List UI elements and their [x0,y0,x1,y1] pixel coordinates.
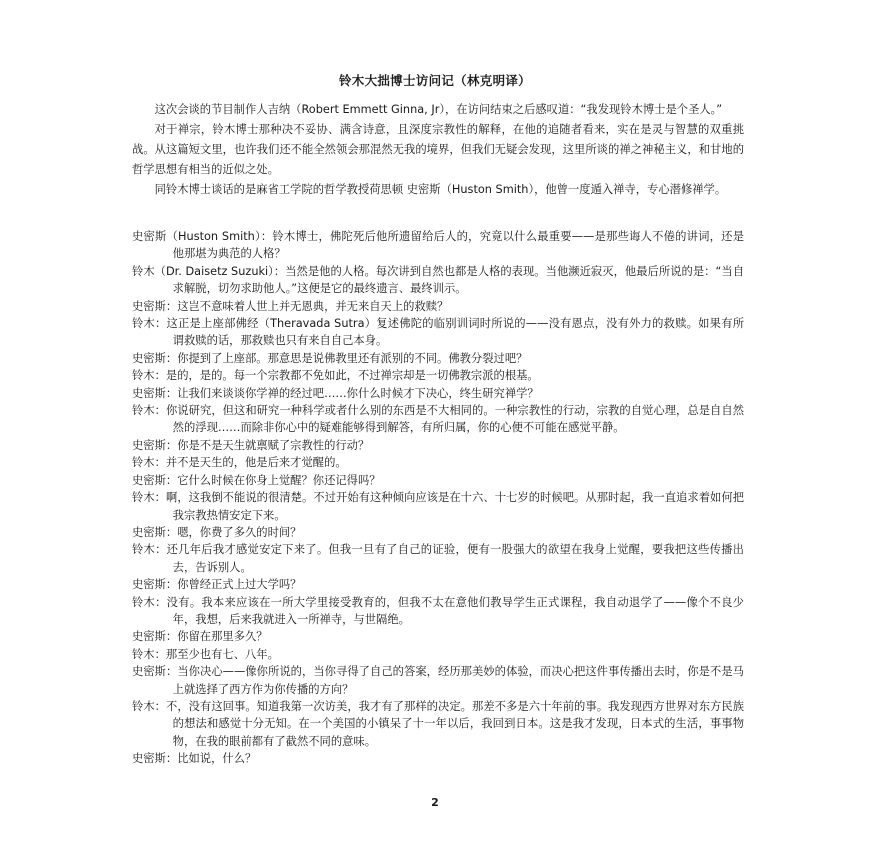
dialog-text: 并不是天生的，他是后来才觉醒的。 [165,456,347,470]
dialog-turn [132,472,744,489]
dialog-turn [132,437,744,454]
dialog-text: 还几年后我才感觉安定下来了。但我一旦有了自己的证验，便有一股强大的欲望在我身上觉醒，要我把这些传播出去，告诉别人。 [166,543,744,574]
speaker-label: 铃木： [132,699,167,713]
speaker-label: 史密斯： [132,438,178,452]
speaker-label: 史密斯： [132,525,178,539]
speaker-label: 铃木： [132,369,166,383]
dialog-text: 铃木博士，佛陀死后他所遗留给后人的，究竟以什么最重要——是那些诲人不倦的讲词，还是他那堪为典范的人格？ [172,230,744,261]
dialog-turn [132,298,744,315]
dialog-text: 当你决心——像你所说的，当你寻得了自己的答案，经历那美妙的体验，而决心把这件事传播出去时，你是不是马上就选择了西方作为你传播的方向？ [172,665,744,696]
dialog-text: 是的，是的。每一个宗教都不免如此，不过禅宗却是一切佛教宗派的根基。 [165,369,539,383]
speaker-label: 史密斯： [132,386,178,400]
speaker-label: 史密斯： [132,351,178,365]
dialog-text: 你提到了上座部。那意思是说佛教里还有派别的不同。佛教分裂过吧？ [177,351,528,365]
speaker-label: 铃木（Dr. Daisetz Suzuki）： [132,264,286,278]
speaker-label: 铃木： [132,491,167,505]
dialog-turn [132,628,744,645]
dialog-text: 当然是他的人格。每次讲到自然也都是人格的表现。当他濒近寂灭，他最后所说的是：“当自求解脱，切勿求助他人。”这便是它的最终遗言、最终训示。 [172,264,744,296]
dialog-turn [132,315,744,350]
speaker-label: 史密斯： [132,299,178,313]
dialog-text: 这岂不意味着人世上并无恩典，并无来自天上的救赎？ [177,299,449,313]
dialog-turn [132,228,744,263]
dialog-turn [132,385,744,402]
dialog-turn [132,367,744,384]
speaker-label: 铃木： [132,404,167,418]
dialog-turn [132,594,744,629]
dialog-text: 让我们来谈谈你学禅的经过吧……你什么时候才下决心，终生研究禅学？ [177,386,539,400]
dialog-turn [132,350,744,367]
dialog-text: 你是不是天生就禀赋了宗教性的行动？ [177,438,370,452]
dialog-turn [132,576,744,593]
speaker-label: 史密斯： [132,473,178,487]
page-number: 2 [431,796,439,809]
speaker-label: 史密斯： [132,665,178,679]
speaker-label: 铃木： [132,595,167,609]
speaker-label: 史密斯： [132,630,178,644]
dialog-turn [132,541,744,576]
dialog-turn [132,524,744,541]
intro-paragraph: 对于禅宗，铃木博士那种决不妥协、满含诗意，且深度宗教性的解释，在他的追随者看来，实在是灵与智慧的双重挑战。从这篇短文里，也许我们还不能全然领会那混然无我的境界，但我们无疑会发现，这里所谈的禅之神秘主义，和甘地的哲学思想有相当的近似之处。 [132,123,744,176]
dialog-turn [132,750,744,767]
dialog-text: 比如说，什么？ [177,752,257,766]
document-title: 铃木大拙博士访问记（林克明译） [338,73,531,88]
dialog-text: 你留在那里多久？ [177,630,268,644]
dialog-text: 那至少也有七、八年。 [165,647,279,661]
intro-paragraph: 同铃木博士谈话的是麻省工学院的哲学教授荷思顿 史密斯（Huston Smith），他曾一度遁入禅寺，专心潜修禅学。 [154,183,727,196]
speaker-label: 史密斯： [132,578,178,592]
speaker-label: 铃木： [132,317,167,331]
dialog-text: 你说研究，但这和研究一种科学或者什么别的东西是不大相同的。一种宗教性的行动，宗教的自觉心理，总是自自然然的浮现……而除非你心中的疑难能够得到解答，有所归属，你的心便不可能在感觉平静。 [166,404,744,435]
dialog-turn [132,663,744,698]
dialog-text: 你曾经正式上过大学吗？ [177,578,302,592]
dialog-turn [132,263,744,298]
dialog-text: 不，没有这回事。知道我第一次访美，我才有了那样的决定。那差不多是六十年前的事。我发现西方世界对东方民族的想法和感觉十分无知。在一个美国的小镇呆了十一年以后，我回到日本。这是我才发现，日本式的生活，事事物物，在我的眼前都有了截然不同的意味。 [166,699,744,748]
dialog-turn [132,646,744,663]
speaker-label: 铃木： [132,456,166,470]
dialog-turn [132,698,744,750]
dialog-text: 没有。我本来应该在一所大学里接受教育的，但我不太在意他们教导学生正式课程，我自动退学了——像个不良少年，我想，后来我就进入一所禅寺，与世隔绝。 [166,595,744,626]
speaker-label: 史密斯： [132,752,178,766]
intro-paragraph: 这次会谈的节目制作人吉纳（Robert Emmett Ginna, Jr），在访问结束之后感叹道：“我发现铃木博士是个圣人。” [154,103,723,116]
dialog-turn [132,402,744,437]
dialog-text: 啊，这我倒不能说的很清楚。不过开始有这种倾向应该是在十六、十七岁的时候吧。从那时起，我一直追求着如何把我宗教热情安定下来。 [166,491,744,522]
dialog-turn [132,454,744,471]
intro-section [132,100,744,200]
dialog-text: 它什么时候在你身上觉醒？你还记得吗？ [177,473,381,487]
dialog-turn [132,489,744,524]
dialog-text: 嗯，你费了多久的时间？ [177,525,302,539]
speaker-label: 史密斯（Huston Smith）： [132,230,273,243]
interview-dialog [132,228,744,768]
speaker-label: 铃木： [132,543,167,557]
dialog-text: 这正是上座部佛经（Theravada Sutra）复述佛陀的临别训词时所说的——没有恩点，没有外力的救赎。如果有所谓救赎的话，那救赎也只有来自自己本身。 [166,317,744,348]
speaker-label: 铃木： [132,647,166,661]
